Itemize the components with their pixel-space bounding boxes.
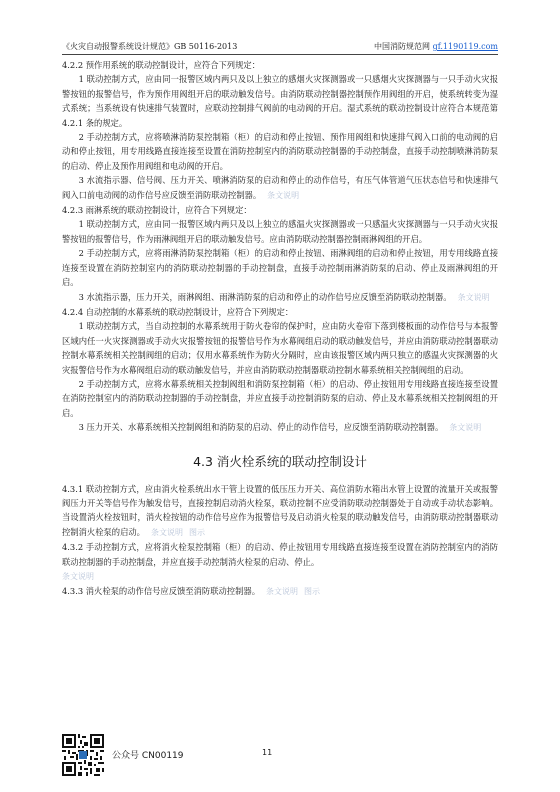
commentary-link[interactable]: 条文说明 bbox=[267, 190, 300, 200]
commentary-link[interactable]: 条文说明 bbox=[266, 587, 298, 597]
clause-4-3-1 bbox=[62, 482, 498, 541]
clause-4-3-2-text: 4.3.2 手动控制方式，应将消火栓泵控制箱（柜）的启动、停止按钮用专用线路直接连接至设置在消防控制室内的消防联动控制器的手动控制盘，并应直接手动控制消火栓泵的启动、停止。 bbox=[62, 542, 498, 567]
clause-4-2-2-heading: 4.2.2 预作用系统的联动控制设计，应符合下列规定： bbox=[62, 60, 260, 70]
clause-4-2-3-item-3-text: 3 水流指示器，压力开关，雨淋阀组、雨淋消防泵的启动和停止的动作信号应反馈至消防联动控制器。 bbox=[78, 291, 452, 302]
site-credit bbox=[374, 40, 498, 54]
page-header bbox=[62, 40, 498, 55]
clause-4-2-4-item-1: 1 联动控制方式，当自动控制的水幕系统用于防火卷帘的保护时，应由防火卷帘下落到楼板面的动作信号与本报警区域内任一火灾探测器或手动火灾报警按钮的报警信号作为水幕阀组启动的联动触发信号，并应由消防联动控制器联动控制水幕系统相关控制阀组的启动；仅用水幕系统作为防火分隔时，应由该报警区域内两只独立的感温火灾探测器的火灾报警信号作为水幕阀组启动的联动触发信号，并应由消防联动控制器联动控制水幕系统相关控制阀组的启动。 bbox=[62, 321, 498, 375]
clause-4-2-4-item-2: 2 手动控制方式，应将水幕系统相关控制阀组和消防泵控制箱（柜）的启动、停止按钮用专用线路直接连接至设置在消防控制室内的消防联动控制器的手动控制盘，并应直接手动控制消防泵的启动、停止及水幕系统相关控制阀组的开启。 bbox=[62, 378, 498, 418]
clause-4-2-4-heading: 4.2.4 自动控制的水幕系统的联动控制设计，应符合下列规定： bbox=[62, 306, 294, 317]
clause-4-3-3 bbox=[62, 584, 498, 599]
site-url-link[interactable]: gf.1190119.com bbox=[432, 42, 498, 51]
illustration-link[interactable]: 图示 bbox=[188, 527, 205, 537]
qr-code-icon bbox=[62, 734, 104, 776]
section-4-3-title: 4.3 消火栓系统的联动控制设计 bbox=[193, 453, 367, 469]
clause-4-2-3-item-2: 2 手动控制方式，应将雨淋消防泵控制箱（柜）的启动和停止按钮、雨淋阀组的启动和停止按钮，用专用线路直接连接至设置在消防控制室内的消防联动控制器的手动控制盘，直接手动控制雨淋消防泵的启动、停止及雨淋阀组的开启。 bbox=[62, 248, 498, 288]
commentary-link[interactable]: 条文说明 bbox=[457, 292, 490, 302]
page-footer bbox=[62, 734, 498, 780]
clause-4-2-3-item-1: 1 联动控制方式，应由同一报警区域内两只及以上独立的感温火灾探测器或一只感温火灾探测器与一只手动火灾报警按钮的报警信号，作为雨淋阀组开启的联动触发信号。应由消防联动控制器控制雨淋阀组的开启。 bbox=[62, 219, 498, 244]
clause-4-3-2 bbox=[62, 540, 498, 584]
page-number: 11 bbox=[262, 748, 273, 757]
clause-4-2-3-heading: 4.2.3 雨淋系统的联动控制设计，应符合下列规定： bbox=[62, 205, 252, 216]
illustration-link[interactable]: 图示 bbox=[304, 587, 320, 597]
commentary-link[interactable]: 条文说明 bbox=[62, 572, 94, 581]
clause-4-2-2-item-3-text: 3 水流指示器、信号阀、压力开关、喷淋消防泵的启动和停止的动作信号，有压气体管道气压状态信号和快速排气阀入口前电动阀的动作信号应反馈至消防联动控制器。 bbox=[62, 175, 498, 200]
document-title: 《火灾自动报警系统设计规范》GB 50116-2013 bbox=[62, 42, 238, 51]
commentary-link[interactable]: 条文说明 bbox=[150, 527, 183, 537]
clause-4-2-2-item-3 bbox=[62, 173, 498, 203]
clause-4-2-3-item-3 bbox=[62, 290, 498, 305]
clause-4-2-4-item-3-text: 3 压力开关、水幕系统相关控制阀组和消防泵的启动、停止的动作信号，应反馈至消防联动控制器。 bbox=[78, 422, 444, 433]
commentary-link[interactable]: 条文说明 bbox=[449, 423, 482, 433]
site-name: 中国消防规范网 bbox=[374, 42, 431, 51]
clause-4-2-2-item-2: 2 手动控制方式，应将喷淋消防泵控制箱（柜）的启动和停止按钮、预作用阀组和快速排气阀入口前的电动阀的启动和停止按钮，用专用线路直接连接至设置在消防控制室内的消防联动控制器的手动控制盘，直接手动控制喷淋消防泵的启动、停止及预作用阀组和电动阀的开启。 bbox=[62, 132, 498, 171]
wechat-account-label: 公众号 CN00119 bbox=[112, 751, 184, 761]
clause-4-2-4-item-3 bbox=[62, 420, 498, 435]
clause-4-2-2-item-1: 1 联动控制方式，应由同一报警区域内两只及以上独立的感烟火灾探测器或一只感烟火灾探测器与一只手动火灾报警按钮的报警信号，作为预作用阀组开启的联动触发信号。由消防联动控制器控制预作用阀组的开启，使系统转变为湿式系统；当系统设有快速排气装置时，应联动控制排气阀前的电动阀的开启。湿式系统的联动控制设计应符合本规范第 4.2.1 条的规定。 bbox=[62, 74, 498, 128]
clause-4-3-1-text: 4.3.1 联动控制方式，应由消火栓系统出水干管上设置的低压压力开关、高位消防水箱出水管上设置的流量开关或报警阀压力开关等信号作为触发信号，直接控制启动消火栓泵，联动控制不应受消防联动控制器处于自动或手动状态影响。当设置消火栓按钮时，消火栓按钮的动作信号应作为报警信号及启动消火栓泵的联动触发信号，由消防联动控制器联动控制消火栓泵的启动。 bbox=[62, 483, 498, 537]
clause-4-3-3-text: 4.3.3 消火栓泵的动作信号应反馈至消防联动控制器。 bbox=[62, 586, 260, 597]
page-body bbox=[62, 58, 498, 600]
